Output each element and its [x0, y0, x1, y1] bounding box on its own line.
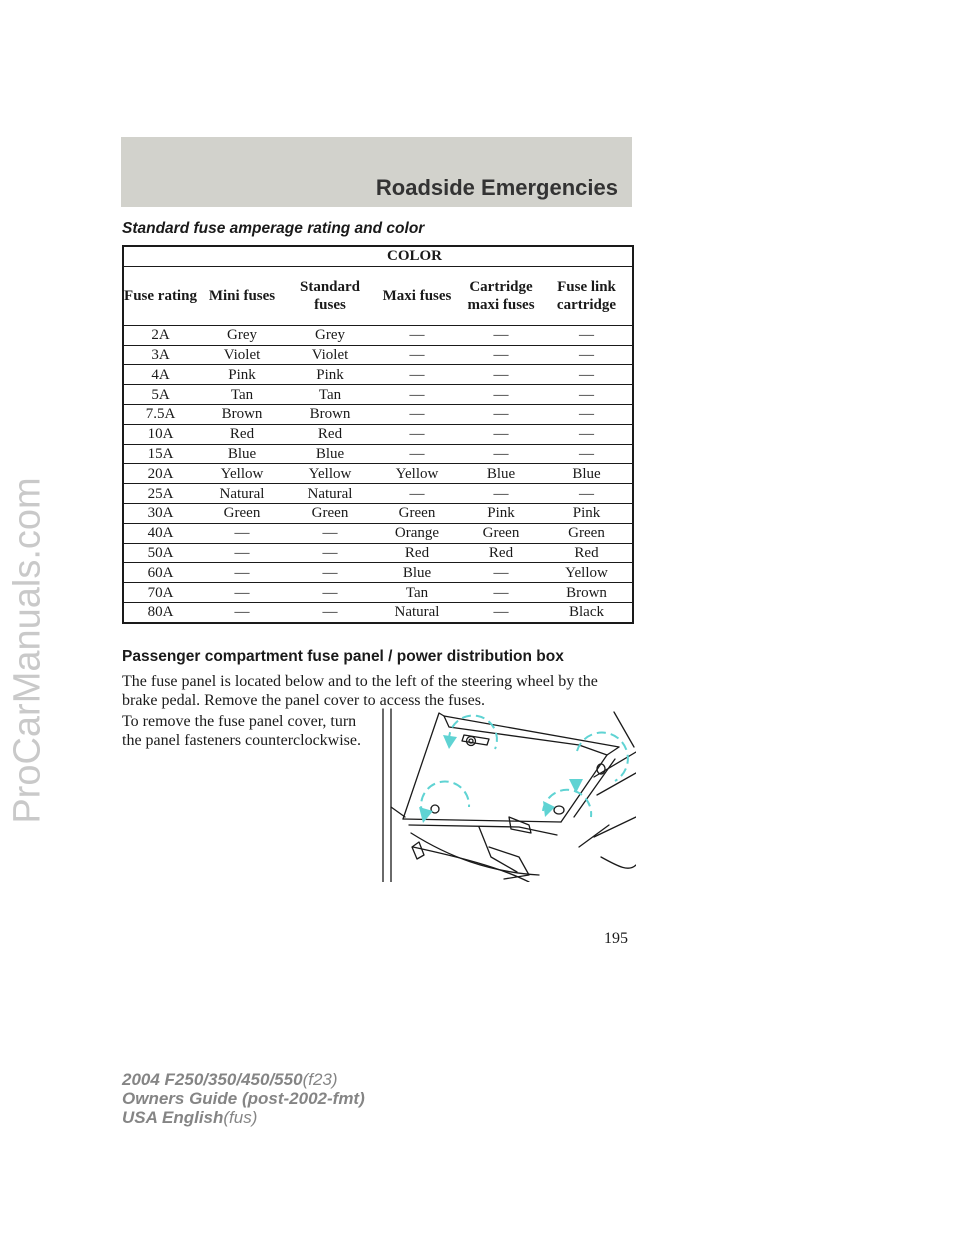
table-cell: —: [287, 543, 373, 563]
table-body: [123, 325, 633, 622]
column-header: Fuse link cartridge: [541, 266, 633, 325]
table-cell: —: [373, 365, 461, 385]
table-cell: 30A: [123, 503, 197, 523]
table-row: [123, 345, 633, 365]
table-row: [123, 424, 633, 444]
table-row: [123, 464, 633, 484]
table-cell: Tan: [287, 385, 373, 405]
table-cell: Blue: [197, 444, 287, 464]
table-cell: Yellow: [541, 563, 633, 583]
table-cell: Blue: [373, 563, 461, 583]
table-row: [123, 325, 633, 345]
table-cell: Blue: [541, 464, 633, 484]
table-cell: Orange: [373, 523, 461, 543]
table-cell: —: [197, 543, 287, 563]
table-cell: Brown: [287, 404, 373, 424]
table-cell: 40A: [123, 523, 197, 543]
table-cell: —: [373, 325, 461, 345]
footer-language: USA English: [122, 1108, 224, 1127]
table-cell: —: [541, 325, 633, 345]
table-cell: —: [461, 583, 541, 603]
table-cell: Natural: [373, 602, 461, 622]
page-header-title: Roadside Emergencies: [375, 175, 618, 200]
table-row: [123, 385, 633, 405]
table-cell: 20A: [123, 464, 197, 484]
table-row: [123, 583, 633, 603]
fuse-color-table: [122, 245, 634, 624]
table-cell: —: [541, 365, 633, 385]
table-row: [123, 602, 633, 622]
page-header: [121, 137, 632, 207]
table-cell: —: [461, 602, 541, 622]
table-row: [123, 523, 633, 543]
table-cell: —: [287, 563, 373, 583]
footer-model-code: (f23): [302, 1070, 338, 1089]
table-cell: —: [197, 583, 287, 603]
column-header: Fuse rating: [123, 266, 197, 325]
column-header: Cartridge maxi fuses: [461, 266, 541, 325]
table-cell: Green: [287, 503, 373, 523]
table-cell: —: [373, 424, 461, 444]
table-cell: —: [541, 345, 633, 365]
table-cell: 3A: [123, 345, 197, 365]
table-cell: —: [541, 484, 633, 504]
table-row: [123, 404, 633, 424]
table-group-header: COLOR: [197, 246, 633, 266]
table-cell: Yellow: [287, 464, 373, 484]
watermark: [2, 300, 54, 1000]
table-cell: 15A: [123, 444, 197, 464]
table-cell: 25A: [123, 484, 197, 504]
table-cell: —: [461, 365, 541, 385]
table-cell: —: [461, 345, 541, 365]
page-number: 195: [604, 930, 628, 947]
table-cell: 2A: [123, 325, 197, 345]
table-cell: —: [541, 444, 633, 464]
table-row: [123, 444, 633, 464]
table-cell: Green: [373, 503, 461, 523]
table-cell: Brown: [541, 583, 633, 603]
table-cell: —: [461, 563, 541, 583]
table-row: [123, 543, 633, 563]
table-cell: Green: [461, 523, 541, 543]
table-title: Standard fuse amperage rating and color: [122, 220, 425, 237]
table-row: [123, 503, 633, 523]
table-cell: —: [461, 385, 541, 405]
table-row: [123, 563, 633, 583]
table-cell: —: [541, 424, 633, 444]
table-cell: Brown: [197, 404, 287, 424]
table-cell: —: [373, 484, 461, 504]
table-cell: 7.5A: [123, 404, 197, 424]
table-cell: —: [461, 484, 541, 504]
document-footer: [122, 1070, 365, 1127]
table-cell: —: [461, 444, 541, 464]
table-cell: —: [197, 602, 287, 622]
table-header-row: [123, 266, 633, 325]
table-cell: 4A: [123, 365, 197, 385]
table-cell: —: [373, 404, 461, 424]
table-cell: Violet: [197, 345, 287, 365]
table-cell: 10A: [123, 424, 197, 444]
table-cell: 60A: [123, 563, 197, 583]
table-cell: Pink: [541, 503, 633, 523]
table-cell: —: [287, 602, 373, 622]
table-cell: Grey: [197, 325, 287, 345]
fuse-panel-cover-illustration: [379, 707, 636, 882]
table-cell: 80A: [123, 602, 197, 622]
table-cell: Red: [461, 543, 541, 563]
column-header: Mini fuses: [197, 266, 287, 325]
instruction-paragraph: To remove the fuse panel cover, turn the panel fasteners counterclockwise.: [122, 713, 362, 749]
footer-guide: Owners Guide (post-2002-fmt): [122, 1089, 365, 1108]
table-cell: —: [287, 523, 373, 543]
table-cell: —: [197, 523, 287, 543]
table-cell: Black: [541, 602, 633, 622]
footer-language-code: (fus): [223, 1108, 258, 1127]
table-cell: Tan: [373, 583, 461, 603]
table-cell: Natural: [197, 484, 287, 504]
table-cell: 50A: [123, 543, 197, 563]
table-cell: —: [461, 424, 541, 444]
table-cell: Yellow: [373, 464, 461, 484]
table-cell: —: [541, 385, 633, 405]
table-cell: Pink: [461, 503, 541, 523]
table-row: [123, 365, 633, 385]
column-header: Standard fuses: [287, 266, 373, 325]
column-header: Maxi fuses: [373, 266, 461, 325]
table-cell: Pink: [287, 365, 373, 385]
section-heading: Passenger compartment fuse panel / power distribution box: [122, 648, 564, 665]
table-cell: Red: [373, 543, 461, 563]
footer-line-language: [122, 1108, 365, 1127]
section-paragraph: The fuse panel is located below and to the left of the steering wheel by the brake pedal. Remove the panel cover to access the fuses.: [122, 673, 598, 709]
table-cell: —: [373, 444, 461, 464]
watermark-text: ProCarManuals.com: [6, 476, 49, 824]
table-cell: 5A: [123, 385, 197, 405]
table-cell: Red: [541, 543, 633, 563]
table-cell: —: [373, 345, 461, 365]
footer-line-model: [122, 1070, 365, 1089]
table-cell: Blue: [461, 464, 541, 484]
table-cell: Green: [197, 503, 287, 523]
table-cell: Blue: [287, 444, 373, 464]
table-cell: Grey: [287, 325, 373, 345]
table-cell: 70A: [123, 583, 197, 603]
table-cell: —: [197, 563, 287, 583]
table-cell: Pink: [197, 365, 287, 385]
table-cell: Natural: [287, 484, 373, 504]
table-cell: —: [541, 404, 633, 424]
table-cell: Violet: [287, 345, 373, 365]
table-cell: —: [461, 404, 541, 424]
table-cell: —: [373, 385, 461, 405]
table-row: [123, 484, 633, 504]
table-cell: Red: [197, 424, 287, 444]
table-cell: Green: [541, 523, 633, 543]
table-header-spacer: [123, 246, 197, 266]
table-cell: Yellow: [197, 464, 287, 484]
table-cell: Red: [287, 424, 373, 444]
table-cell: —: [461, 325, 541, 345]
table-cell: —: [287, 583, 373, 603]
footer-model: 2004 F250/350/450/550: [122, 1070, 303, 1089]
table-cell: Tan: [197, 385, 287, 405]
